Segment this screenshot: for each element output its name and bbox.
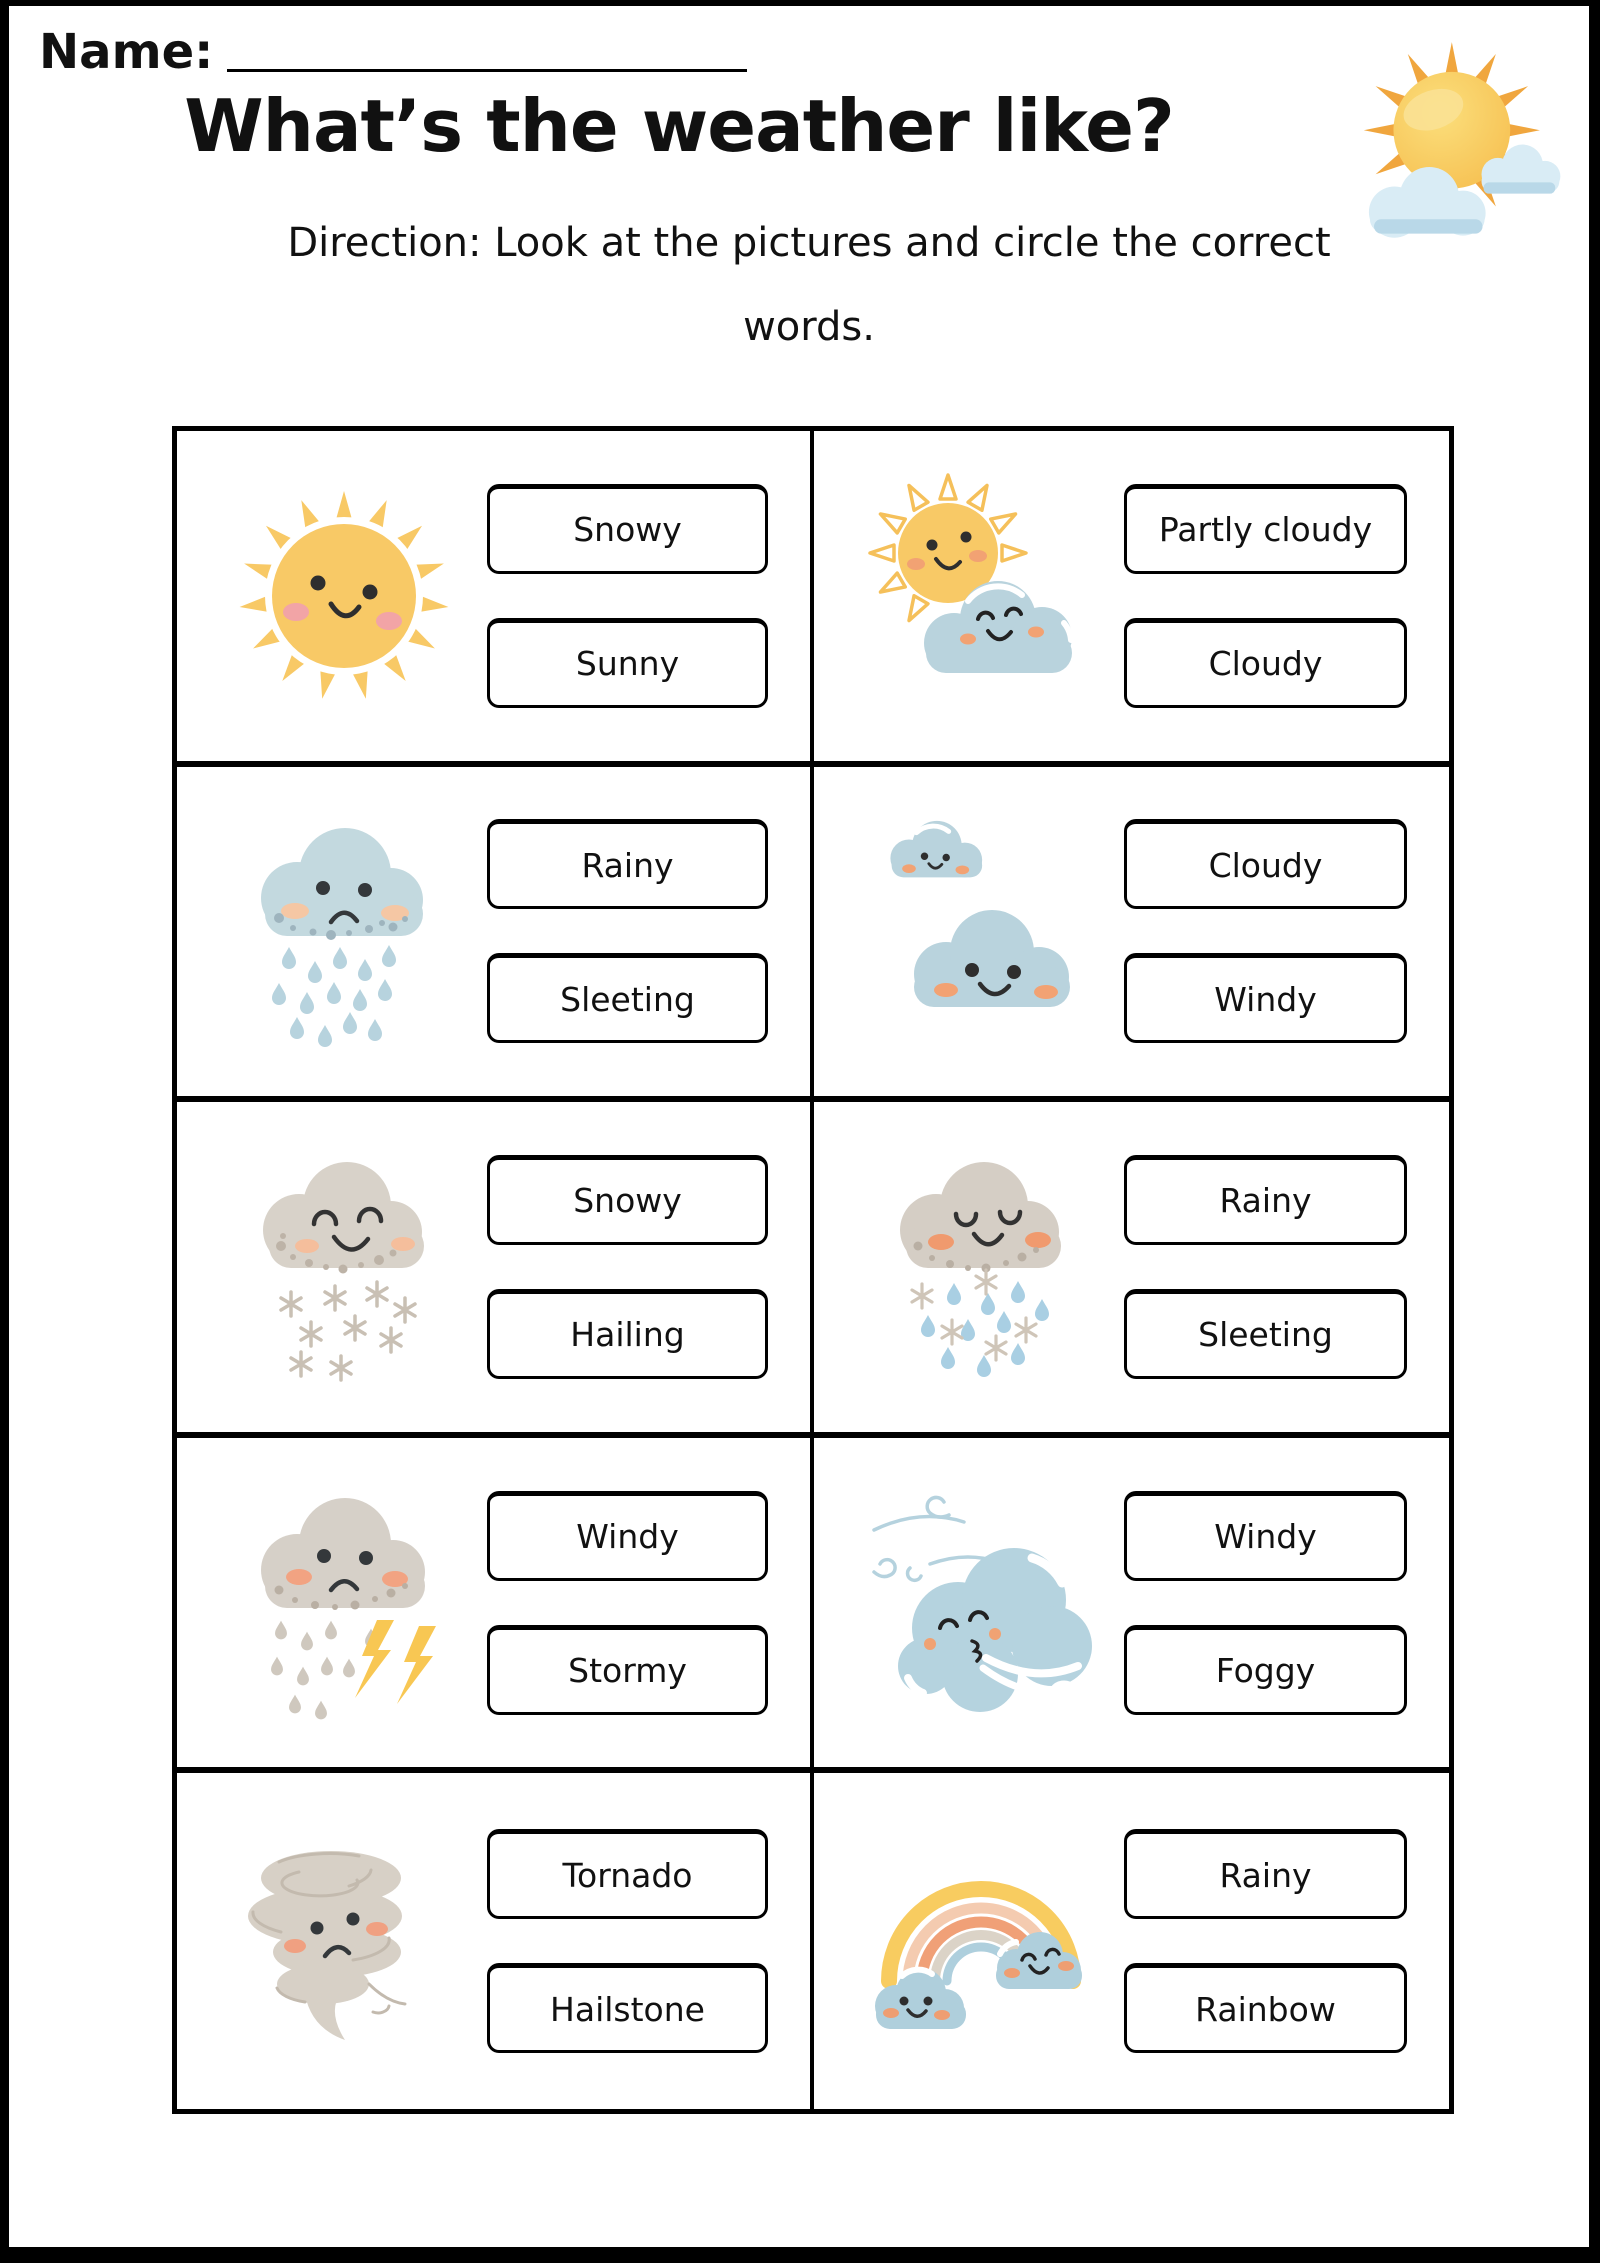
weather-cell (814, 1773, 1449, 2109)
rainbow-clouds-icon (856, 1816, 1106, 2066)
options-column (487, 484, 792, 708)
options-column (1124, 819, 1431, 1043)
options-column (1124, 484, 1431, 708)
weather-cell (177, 431, 814, 767)
option-box[interactable]: Hailing (487, 1289, 768, 1379)
options-column (487, 1155, 792, 1379)
direction-text-line1: Direction: Look at the pictures and circle the correct (287, 220, 1331, 266)
option-box[interactable]: Tornado (487, 1829, 768, 1919)
option-box[interactable]: Sunny (487, 618, 768, 708)
weather-cell (177, 1438, 814, 1774)
option-box[interactable]: Hailstone (487, 1963, 768, 2053)
weather-cell (814, 1438, 1449, 1774)
options-column (1124, 1155, 1431, 1379)
option-box[interactable]: Cloudy (1124, 819, 1407, 909)
options-column (487, 1829, 792, 2053)
direction-text-line2: words. (743, 304, 875, 350)
option-box[interactable]: Rainy (487, 819, 768, 909)
option-box[interactable]: Snowy (487, 1155, 768, 1245)
sleet-cloud-icon (856, 1142, 1106, 1392)
wind-blowing-cloud-icon (856, 1478, 1106, 1728)
weather-cell (177, 1102, 814, 1438)
weather-cell (177, 767, 814, 1103)
name-input-line[interactable] (227, 29, 747, 72)
option-box[interactable]: Cloudy (1124, 618, 1407, 708)
rain-cloud-icon (219, 806, 469, 1056)
snow-cloud-icon (219, 1142, 469, 1392)
option-box[interactable]: Sleeting (487, 953, 768, 1043)
sun-behind-cloud-icon (856, 471, 1106, 721)
option-box[interactable]: Partly cloudy (1124, 484, 1407, 574)
option-box[interactable]: Windy (1124, 953, 1407, 1043)
weather-cell (814, 431, 1449, 767)
option-box[interactable]: Sleeting (1124, 1289, 1407, 1379)
options-column (1124, 1829, 1431, 2053)
option-box[interactable]: Rainy (1124, 1155, 1407, 1245)
weather-cell (177, 1773, 814, 2109)
option-box[interactable]: Stormy (487, 1625, 768, 1715)
options-column (1124, 1491, 1431, 1715)
option-box[interactable]: Windy (1124, 1491, 1407, 1581)
option-box[interactable]: Rainy (1124, 1829, 1407, 1919)
options-column (487, 1491, 792, 1715)
sun-icon (219, 471, 469, 721)
worksheet-table (172, 426, 1454, 2114)
clouds-icon (856, 806, 1106, 1056)
option-box[interactable]: Windy (487, 1491, 768, 1581)
option-box[interactable]: Snowy (487, 484, 768, 574)
option-box[interactable]: Foggy (1124, 1625, 1407, 1715)
sun-clouds-decoration-icon (1331, 36, 1587, 251)
storm-cloud-icon (219, 1478, 469, 1728)
tornado-icon (219, 1816, 469, 2066)
option-box[interactable]: Rainbow (1124, 1963, 1407, 2053)
weather-cell (814, 767, 1449, 1103)
page-title: What’s the weather like? (184, 84, 1174, 168)
name-row (39, 24, 747, 80)
name-label: Name: (39, 24, 214, 80)
options-column (487, 819, 792, 1043)
weather-cell (814, 1102, 1449, 1438)
